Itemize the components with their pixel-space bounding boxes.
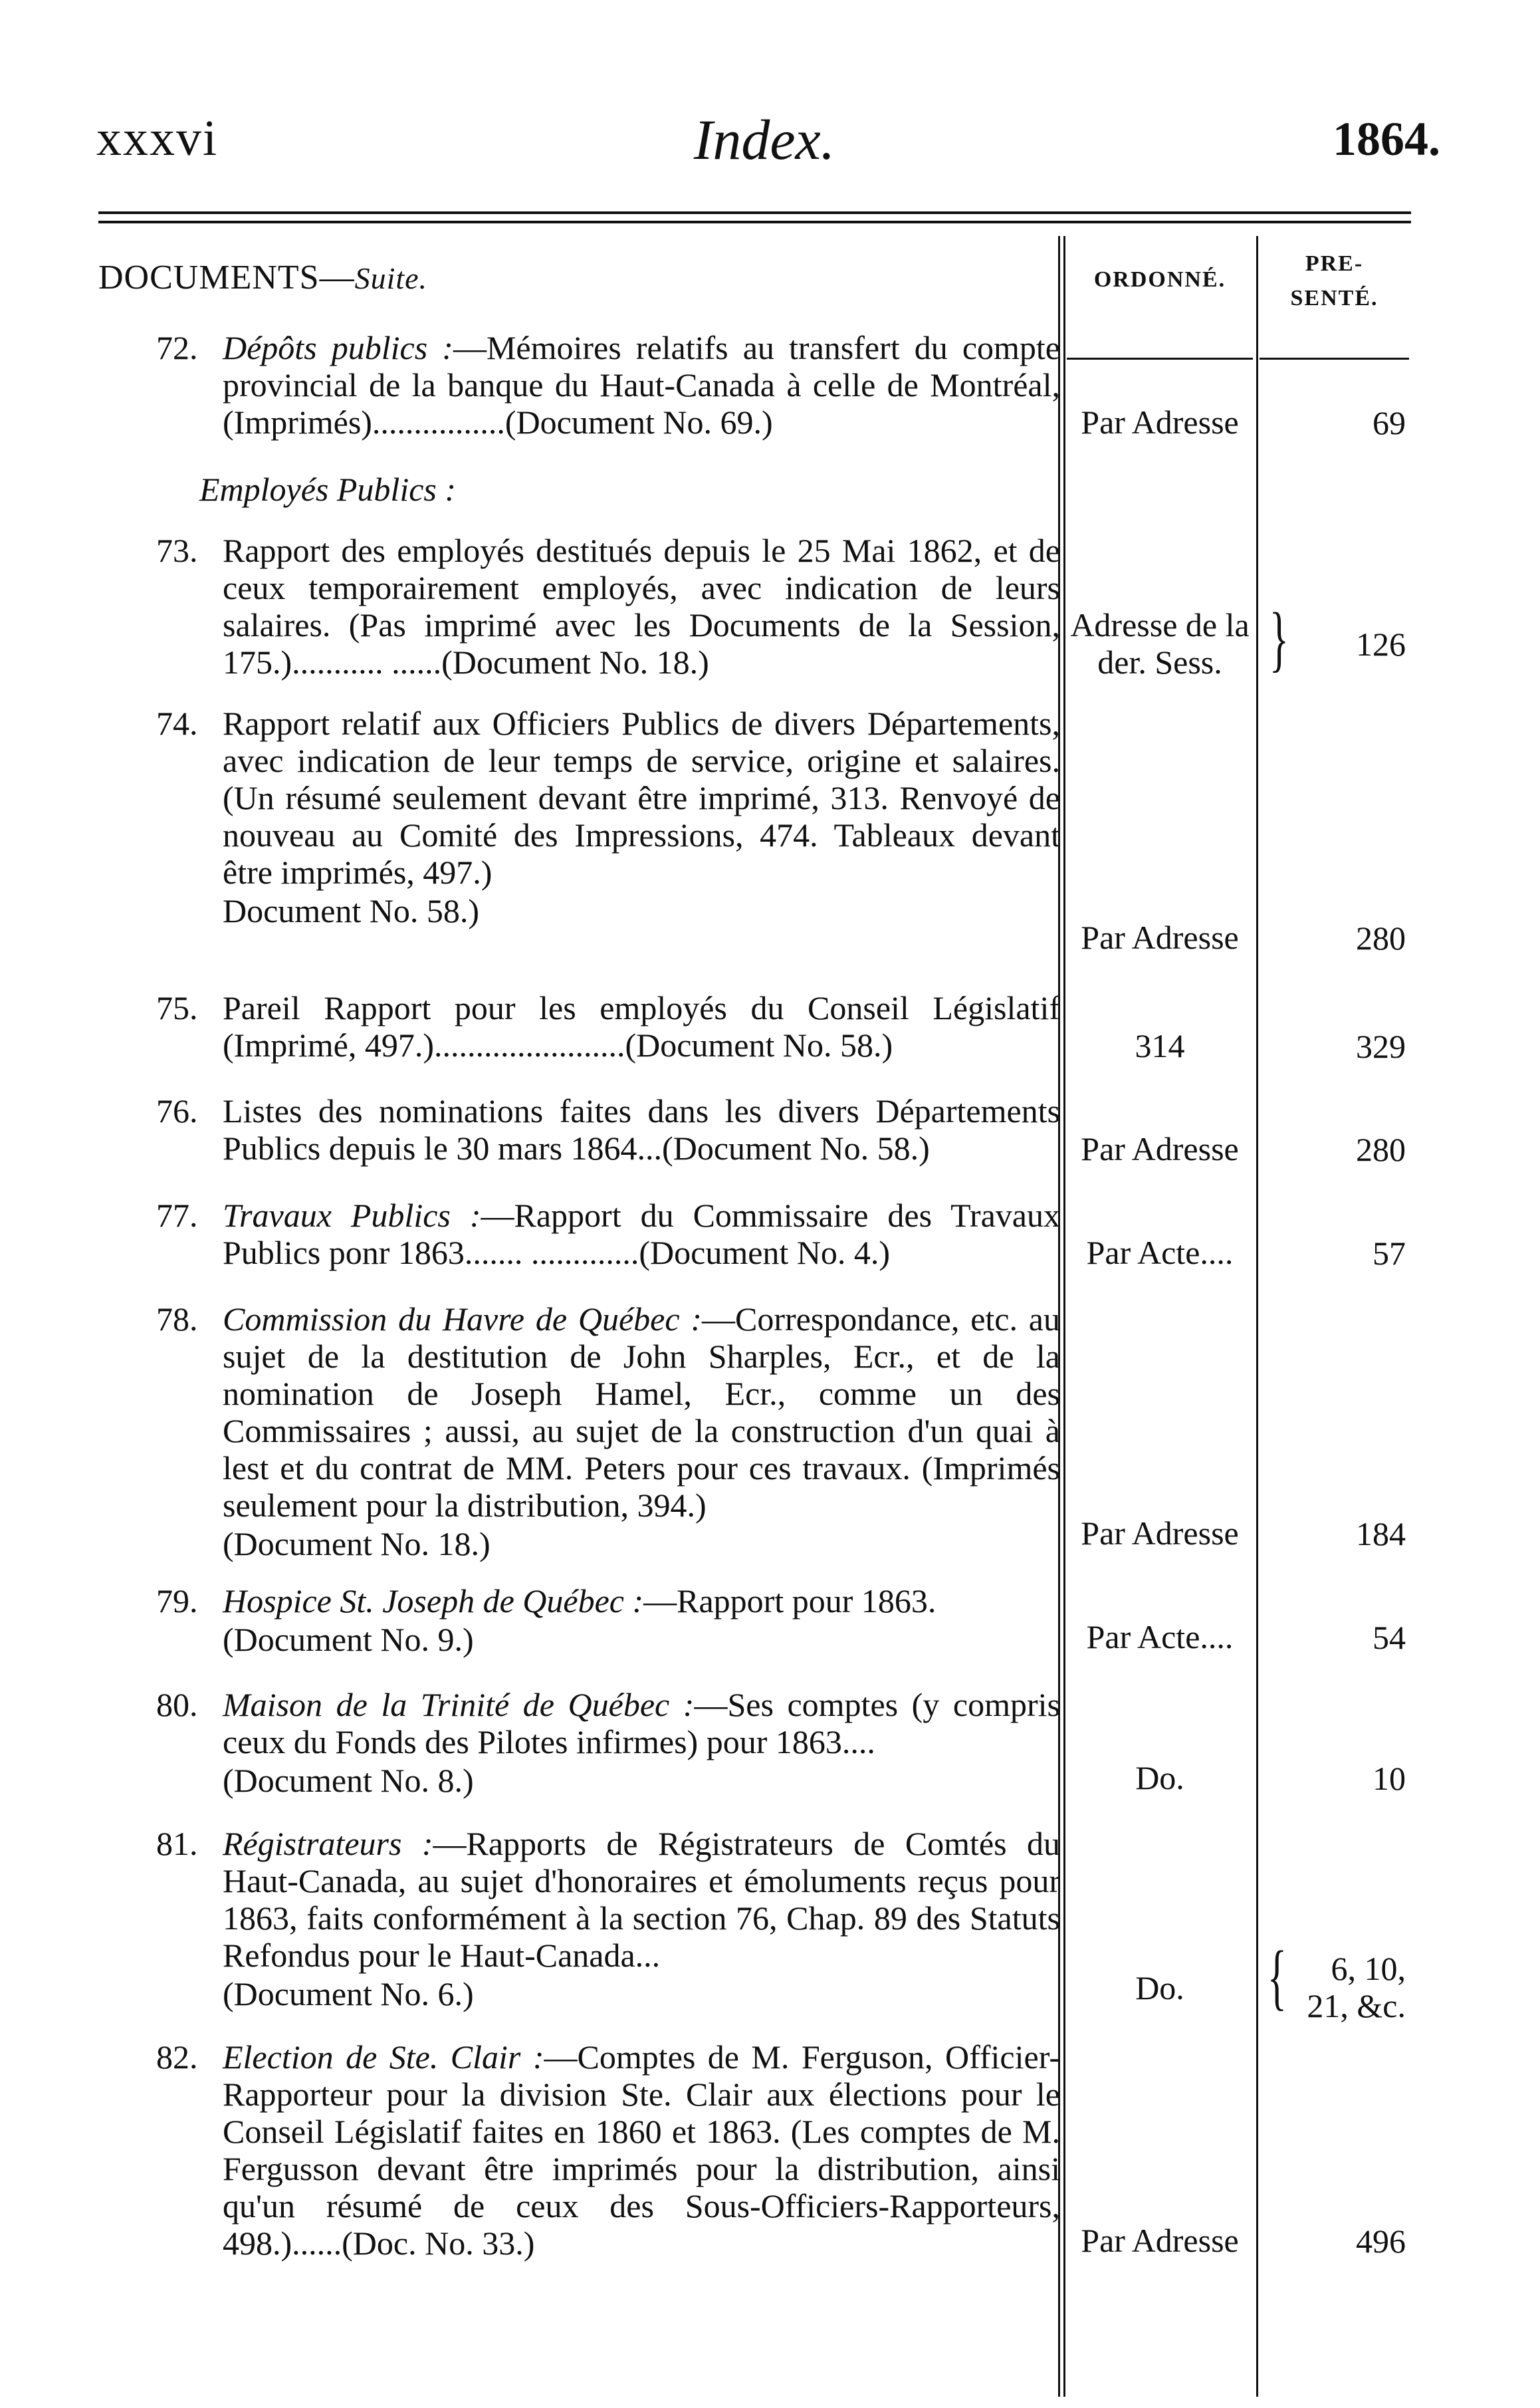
- entry-number: 81.: [156, 1825, 198, 1862]
- ordonne-header-rule: [1067, 358, 1253, 360]
- ordonne-value: Par Acte....: [1086, 1234, 1234, 1271]
- entry-number: 73.: [156, 532, 198, 569]
- entry-text: Rapport des employés destitués depuis le 25 Mai 1862, et de ceux temporairement employés, avec indication de leurs salaires. (Pas imprimé avec les Documents de la Session, 175.)........... ......(Document No. 18.): [223, 532, 1060, 681]
- presente-value: 69: [1373, 404, 1406, 441]
- year-label: 1864.: [1333, 112, 1440, 166]
- entry-number: 75.: [156, 989, 198, 1026]
- entry-topic: Maison de la Trinité de Québec :: [223, 1686, 695, 1723]
- ordonne-value: Par Acte....: [1086, 1618, 1234, 1655]
- entry-topic: Travaux Publics :: [223, 1197, 481, 1234]
- column-header-ordonne: ORDONNÉ.: [1093, 267, 1226, 292]
- entry-number: 74.: [156, 705, 198, 742]
- presente-value: 57: [1373, 1235, 1406, 1272]
- column-header-presente-line2: SENTÉ.: [1290, 286, 1378, 310]
- entry-number: 79.: [156, 1582, 198, 1620]
- list-item-81: [156, 1825, 1060, 2012]
- page-number: xxxvi: [96, 110, 219, 166]
- entry-topic: Election de Ste. Clair :: [223, 2038, 544, 2076]
- list-item-79: [156, 1582, 1060, 1658]
- presente-value: 496: [1356, 2223, 1406, 2260]
- entry-text: Listes des nominations faites dans les divers Départements Publics depuis le 30 mars 1864...(Document No. 58.): [223, 1092, 1060, 1167]
- ordonne-value: 314: [1135, 1027, 1185, 1064]
- header-rule-top: [98, 211, 1411, 214]
- ordonne-value: Par Adresse: [1081, 404, 1239, 441]
- entry-reference: (Document No. 6.): [223, 1975, 474, 2012]
- ordonne-value: Par Adresse: [1081, 2222, 1239, 2259]
- entry-number: 80.: [156, 1686, 198, 1723]
- entry-topic: Commission du Havre de Québec :: [223, 1300, 702, 1338]
- list-item-80: [156, 1686, 1060, 1799]
- ordonne-value: Par Adresse: [1081, 1130, 1239, 1167]
- entry-number: 82.: [156, 2038, 198, 2076]
- subheading: Employés Publics :: [199, 471, 457, 508]
- list-item-74: [156, 705, 1060, 929]
- presente-value: 10: [1373, 1760, 1406, 1797]
- header-rule-bottom: [98, 221, 1411, 223]
- entry-text: —Ses comptes (y compris ceux du Fonds des Pilotes infirmes) pour 1863....: [223, 1686, 1060, 1760]
- list-item-77: [156, 1197, 1060, 1271]
- entry-text: —Rapport du Commissaire des Travaux Publics ponr 1863....... .............(Document No. 4.): [223, 1197, 1060, 1271]
- entry-number: 72.: [156, 329, 198, 366]
- presente-value-line2: 21, &c.: [1307, 1987, 1406, 2024]
- entry-reference: (Document No. 8.): [223, 1762, 474, 1799]
- page-title: Index.: [693, 108, 835, 172]
- entry-text: —Comptes de M. Ferguson, Officier-Rapporteur pour la division Ste. Clair aux élections pour le Conseil Législatif faites en 1860 et 1863. (Les comptes de M. Fergusson devant être imprimés pour la distribution, ainsi qu'un résumé de ceux des Sous-Officiers-Rapporteurs, 498.)......(Doc. No. 33.): [223, 2038, 1060, 2262]
- column-header-presente-line1: PRE-: [1305, 251, 1364, 276]
- presente-value: 329: [1356, 1028, 1406, 1065]
- column-divider-2: [1063, 236, 1065, 2397]
- list-item-72: [156, 329, 1060, 441]
- entry-text: Pareil Rapport pour les employés du Conseil Législatif (Imprimé, 497.).......................(Document No. 58.): [223, 989, 1060, 1064]
- list-item-78: [156, 1300, 1060, 1562]
- ordonne-value: Do.: [1135, 1759, 1184, 1796]
- entry-text: Rapport relatif aux Officiers Publics de divers Départements, avec indication de leur temps de service, origine et salaires. (Un résumé seulement devant être imprimé, 313. Renvoyé de nouveau au Comité des Impressions, 474. Tableaux devant être imprimés, 497.): [223, 705, 1060, 891]
- ordonne-value: Adresse de la der. Sess.: [1070, 606, 1250, 681]
- entry-topic: Régistrateurs :: [223, 1825, 433, 1862]
- entry-reference: Document No. 58.): [223, 892, 480, 929]
- entry-number: 78.: [156, 1300, 198, 1338]
- presente-header-rule: [1260, 358, 1409, 360]
- section-heading: [98, 258, 427, 297]
- entry-text: —Mémoires relatifs au transfert du compte provincial de la banque du Haut-Canada à celle de Montréal, (Imprimés)................(Document No. 69.): [223, 329, 1060, 441]
- column-divider-3: [1256, 236, 1258, 2397]
- entry-topic: Hospice St. Joseph de Québec :: [223, 1582, 644, 1620]
- ordonne-value: Par Adresse: [1081, 919, 1239, 956]
- list-item-75: [156, 989, 1060, 1064]
- presente-value: 54: [1373, 1619, 1406, 1656]
- list-item-82: [156, 2038, 1060, 2262]
- entry-reference: (Document No. 9.): [223, 1621, 474, 1658]
- ordonne-value: Par Adresse: [1081, 1514, 1239, 1552]
- brace-icon: {: [1267, 1936, 1287, 2017]
- presente-value: 280: [1356, 1131, 1406, 1168]
- entry-text: —Rapports de Régistrateurs de Comtés du Haut-Canada, au sujet d'honoraires et émoluments reçus pour 1863, faits conformément à la section 76, Chap. 89 des Statuts Refondus pour le Haut-Canada...: [223, 1825, 1060, 1974]
- presente-value: 126: [1356, 626, 1406, 663]
- entry-number: 77.: [156, 1197, 198, 1234]
- ordonne-value: Do.: [1135, 1969, 1184, 2006]
- entry-text: —Rapport pour 1863.: [643, 1582, 936, 1620]
- section-title: DOCUMENTS—: [98, 259, 355, 297]
- entry-reference: (Document No. 18.): [223, 1525, 491, 1562]
- entry-number: 76.: [156, 1092, 198, 1130]
- presente-value: 280: [1356, 919, 1406, 957]
- brace-icon: }: [1269, 598, 1289, 679]
- section-suffix: Suite.: [354, 261, 428, 295]
- entry-text: —Correspondance, etc. au sujet de la destitution de John Sharples, Ecr., et de la nomination de Joseph Hamel, Ecr., comme un des Commissaires ; aussi, au sujet de la construction d'un quai à lest et du contrat de MM. Peters pour ces travaux. (Imprimés seulement pour la distribution, 394.): [223, 1300, 1060, 1524]
- list-item-76: [156, 1092, 1060, 1167]
- presente-value: 184: [1356, 1515, 1406, 1552]
- presente-value-line1: 6, 10,: [1331, 1950, 1406, 1987]
- entry-topic: Dépôts publics :: [223, 329, 453, 366]
- list-item-73: [156, 532, 1060, 681]
